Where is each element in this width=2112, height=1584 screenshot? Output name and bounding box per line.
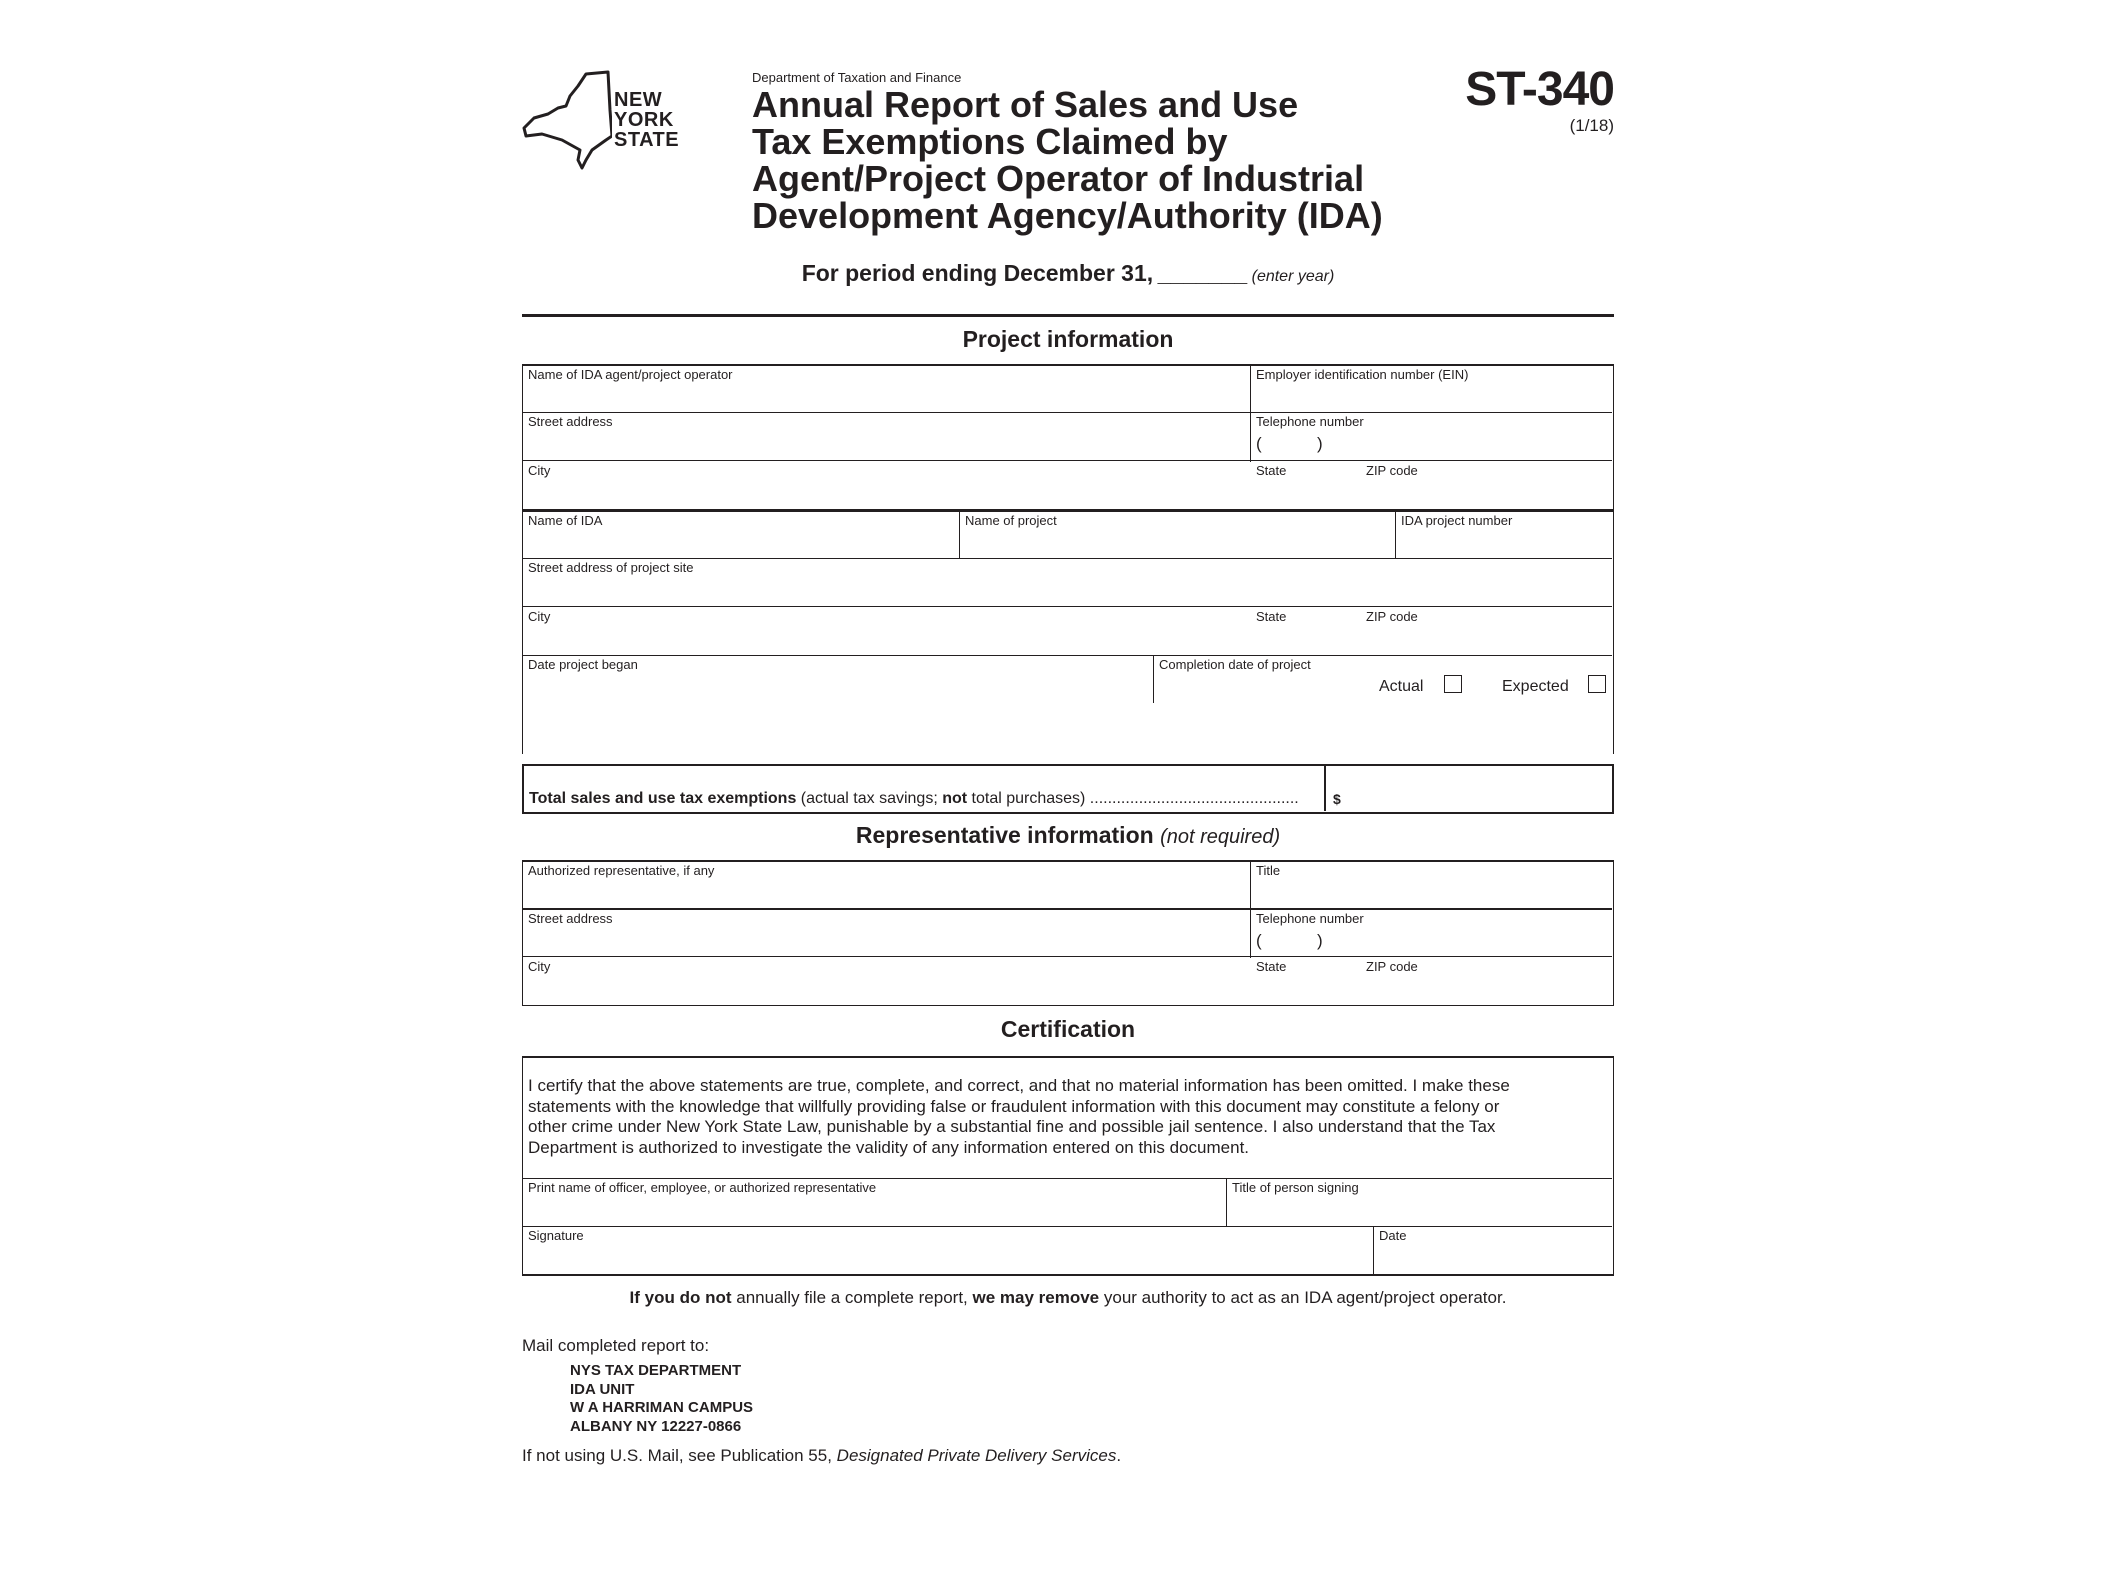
actual-checkbox[interactable] [1444, 675, 1462, 693]
pub-end: . [1116, 1446, 1122, 1465]
rep-city-field[interactable] [523, 957, 1250, 1005]
rep-title-field[interactable] [1251, 862, 1613, 908]
field-label: IDA project number [1401, 513, 1513, 528]
field-label: Date [1379, 1228, 1407, 1243]
period-hint: (enter year) [1251, 268, 1335, 285]
period-line [522, 260, 1614, 287]
representative-box [522, 860, 1614, 1006]
field-label: ZIP code [1366, 609, 1418, 624]
logo-wordmark [614, 90, 679, 150]
field-label: State [1256, 959, 1287, 974]
completion-date-field[interactable] [1154, 656, 1613, 703]
certification-heading: Certification [1000, 1016, 1136, 1042]
pub-text: If not using U.S. Mail, see Publication 55, [522, 1446, 837, 1465]
title-line-2: Tax Exemptions Claimed by [752, 121, 1228, 162]
title-line-3: Agent/Project Operator of Industrial [752, 158, 1365, 199]
project-site-zip-field[interactable] [1366, 607, 1613, 655]
period-label: For period ending December 31, [801, 260, 1154, 286]
section-rule [522, 314, 1614, 317]
mailing-address [570, 1362, 753, 1436]
area-code-close: ) [1317, 931, 1323, 950]
field-label: Telephone number [1256, 911, 1364, 926]
agent-phone-field[interactable] [1251, 413, 1613, 460]
field-label: Title [1256, 863, 1281, 878]
rep-zip-field[interactable] [1366, 957, 1613, 1005]
pub-italic-link: Designated Private Delivery Services [836, 1446, 1117, 1465]
field-label: Street address [528, 414, 613, 429]
agent-city-field[interactable] [523, 461, 1250, 509]
dollar-sign: $ [1333, 791, 1341, 807]
actual-label: Actual [1379, 678, 1424, 695]
field-label: City [528, 463, 551, 478]
area-code-open: ( [1256, 434, 1262, 453]
cert-line-4: Department is authorized to investigate the validity of any information entered on this document. [528, 1137, 1250, 1157]
total-not: not [942, 790, 968, 807]
warning-text-2: your authority to act as an IDA agent/project operator. [1099, 1288, 1507, 1307]
field-label: Completion date of project [1159, 657, 1311, 672]
area-code-open: ( [1256, 931, 1262, 950]
field-label: Street address of project site [528, 560, 694, 575]
filing-warning [522, 1288, 1614, 1308]
agent-state-field[interactable] [1251, 461, 1365, 509]
total-bold: Total sales and use tax exemptions [529, 790, 797, 807]
address-line-1: NYS TAX DEPARTMENT [570, 1362, 742, 1379]
field-label: Signature [528, 1228, 584, 1243]
signature-field[interactable] [523, 1227, 1373, 1273]
period-year-blank[interactable]: _______ [1157, 260, 1248, 286]
cert-line-3: other crime under New York State Law, punishable by a substantial fine and possible jail sentence. I also understand that the Tax [528, 1117, 1496, 1136]
address-line-2: IDA UNIT [570, 1380, 635, 1398]
total-exemptions-amount-field[interactable] [1327, 766, 1611, 811]
address-line-4: ALBANY NY 12227-0866 [570, 1417, 742, 1435]
ny-state-outline-icon [522, 70, 612, 170]
area-code-close: ) [1317, 434, 1323, 453]
warning-text-1: annually file a complete report, [731, 1288, 973, 1307]
delivery-note [522, 1446, 1121, 1466]
rep-heading-note: (not required) [1160, 826, 1281, 848]
title-line-1: Annual Report of Sales and Use [752, 84, 1299, 125]
expected-checkbox[interactable] [1588, 675, 1606, 693]
project-name-field[interactable] [960, 512, 1395, 558]
field-label: Print name of officer, employee, or authorized representative [528, 1180, 877, 1195]
warning-bold-2: we may remove [972, 1288, 1100, 1307]
logo-line-1: NEW [614, 89, 663, 111]
ida-name-field[interactable] [523, 512, 959, 558]
project-info-heading: Project information [962, 326, 1174, 352]
field-label: Name of IDA agent/project operator [528, 367, 733, 382]
field-label: Name of IDA [528, 513, 603, 528]
field-label: Title of person signing [1232, 1180, 1359, 1195]
agent-zip-field[interactable] [1366, 461, 1613, 509]
date-field[interactable] [1374, 1227, 1613, 1273]
field-label: Authorized representative, if any [528, 863, 715, 878]
rep-phone-field[interactable] [1251, 910, 1613, 956]
field-label: Name of project [965, 513, 1057, 528]
department-name: Department of Taxation and Finance [752, 70, 962, 85]
field-label: Telephone number [1256, 414, 1364, 429]
agent-street-field[interactable] [523, 413, 1250, 460]
certification-statement [528, 1076, 1598, 1158]
total-paren-start: (actual tax savings; [796, 790, 943, 807]
ein-field[interactable] [1251, 366, 1613, 412]
field-label: ZIP code [1366, 463, 1418, 478]
rep-state-field[interactable] [1251, 957, 1365, 1005]
rep-name-field[interactable] [523, 862, 1250, 908]
logo-line-2: YORK [614, 109, 674, 131]
total-exemptions-label [529, 790, 1299, 808]
form-title [752, 86, 1412, 234]
form-number: ST-340 [1465, 63, 1614, 116]
field-label: City [528, 959, 551, 974]
field-label: State [1256, 463, 1287, 478]
warning-bold-1: If you do not [629, 1288, 732, 1307]
field-label: ZIP code [1366, 959, 1418, 974]
logo-line-3: STATE [614, 129, 680, 151]
divider [1324, 766, 1326, 811]
rep-street-field[interactable] [523, 910, 1250, 956]
expected-label: Expected [1502, 678, 1569, 695]
project-site-street-field[interactable] [523, 559, 1613, 606]
representative-info-heading [522, 822, 1614, 849]
address-line-3: W A HARRIMAN CAMPUS [570, 1399, 754, 1416]
nys-logo [522, 70, 692, 180]
project-site-box [522, 510, 1614, 754]
mail-label: Mail completed report to: [522, 1336, 710, 1355]
field-label: City [528, 609, 551, 624]
cert-line-1: I certify that the above statements are true, complete, and correct, and that no material information has been omitted. I make these [528, 1076, 1510, 1095]
signer-title-field[interactable] [1227, 1179, 1613, 1226]
date-began-field[interactable] [523, 656, 1153, 703]
field-label: Employer identification number (EIN) [1256, 367, 1469, 382]
field-label: Date project began [528, 657, 638, 672]
ida-project-number-field[interactable] [1396, 512, 1613, 558]
title-line-4: Development Agency/Authority (IDA) [752, 195, 1383, 236]
field-label: Street address [528, 911, 613, 926]
agent-info-box [522, 364, 1614, 510]
field-label: State [1256, 609, 1287, 624]
print-name-field[interactable] [523, 1179, 1226, 1226]
rep-heading-text: Representative information [855, 822, 1154, 848]
agent-name-field[interactable] [523, 366, 1250, 412]
total-paren-end: total purchases) ............................................... [967, 790, 1299, 807]
cert-line-2: statements with the knowledge that willfully providing false or fraudulent information with this document may constitute a felony or [528, 1096, 1500, 1116]
total-exemptions-box [522, 764, 1614, 814]
certification-box [522, 1056, 1614, 1276]
project-site-state-field[interactable] [1251, 607, 1365, 655]
form-revision: (1/18) [1569, 116, 1614, 135]
project-site-city-field[interactable] [523, 607, 1250, 655]
